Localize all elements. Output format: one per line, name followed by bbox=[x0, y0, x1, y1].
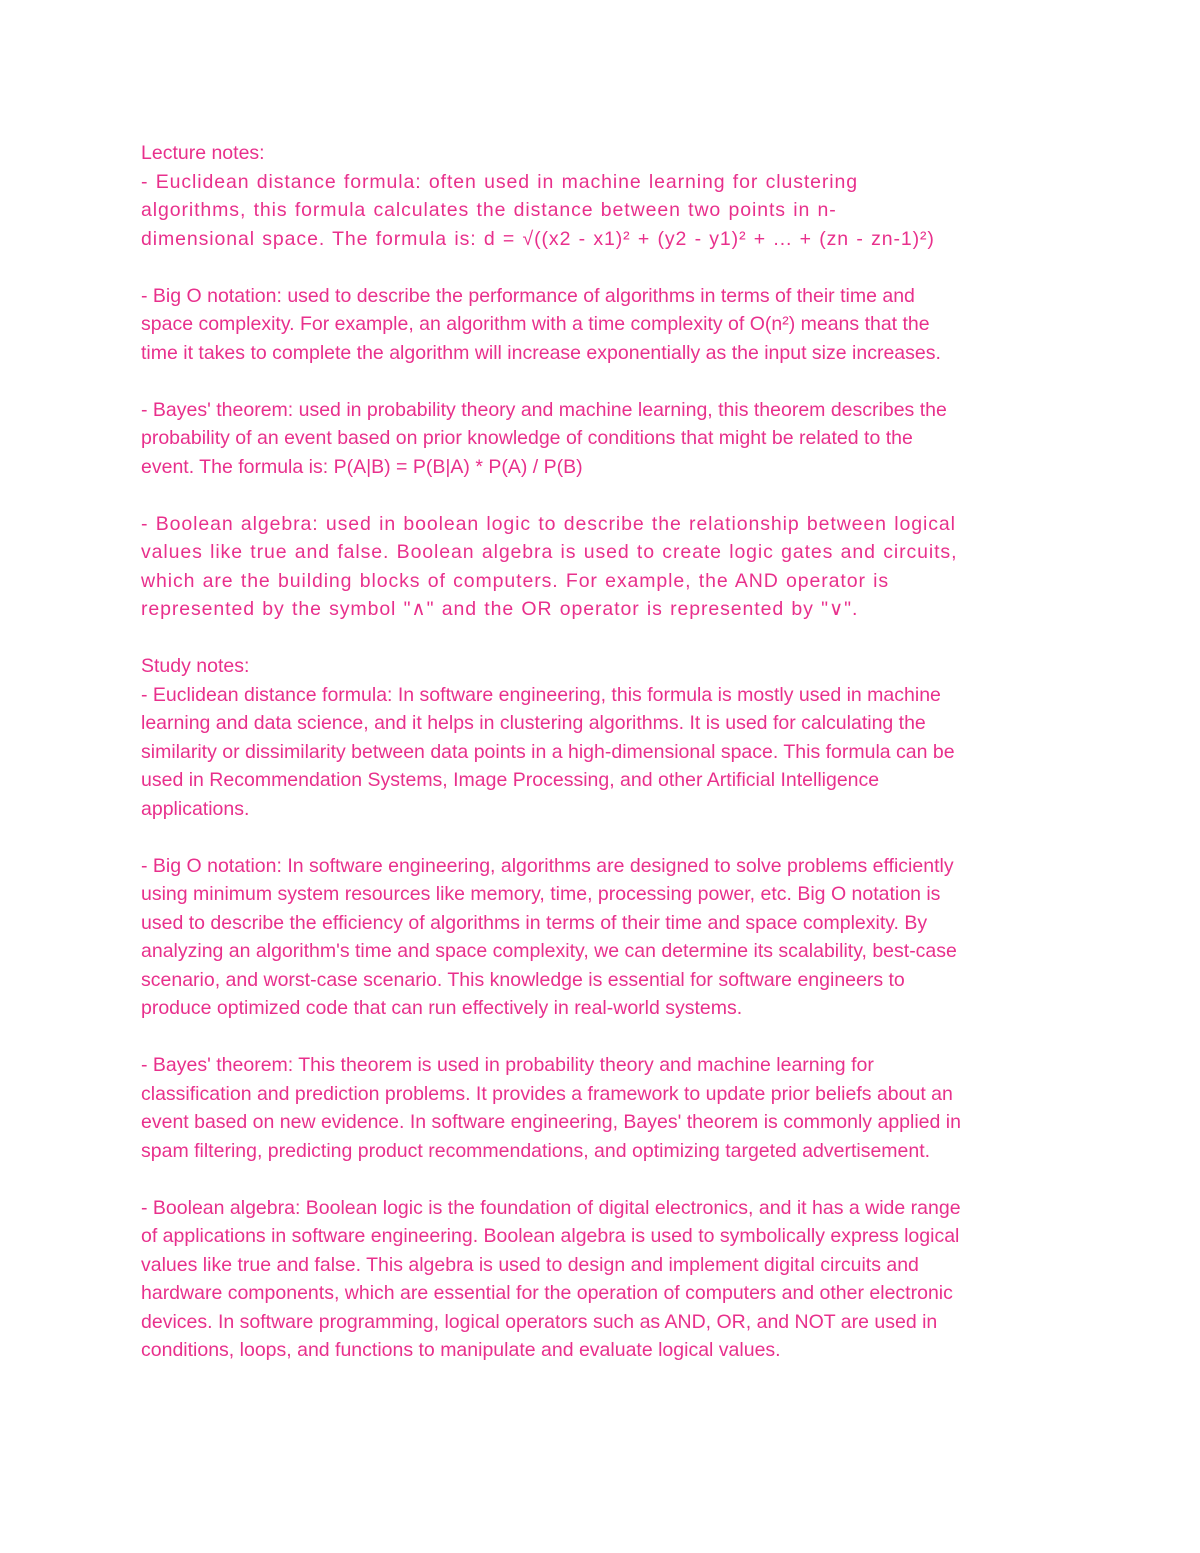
paragraph-spacer bbox=[141, 253, 1071, 282]
paragraph-line: values like true and false. This algebra is used to design and implement digital circuits and bbox=[141, 1253, 919, 1276]
paragraph-spacer bbox=[141, 367, 1071, 396]
paragraph-line: - Bayes' theorem: used in probability theory and machine learning, this theorem describes the bbox=[141, 398, 947, 421]
paragraph-line: analyzing an algorithm's time and space complexity, we can determine its scalability, best-case bbox=[141, 940, 957, 962]
paragraph-line: algorithms, this formula calculates the distance between two points in n- bbox=[141, 199, 837, 221]
paragraph-line: of applications in software engineering. Boolean algebra is used to symbolically express logical bbox=[141, 1225, 960, 1247]
paragraph-line: conditions, loops, and functions to manipulate and evaluate logical values. bbox=[141, 1339, 781, 1361]
lecture-euclidean-paragraph bbox=[141, 168, 1071, 254]
paragraph-line: probability of an event based on prior knowledge of conditions that might be related to the bbox=[141, 427, 913, 449]
paragraph-line: using minimum system resources like memory, time, processing power, etc. Big O notation is bbox=[141, 883, 941, 905]
paragraph-spacer bbox=[141, 1165, 1071, 1194]
paragraph-line: classification and prediction problems. It provides a framework to update prior beliefs about an bbox=[141, 1082, 953, 1105]
paragraph-line: - Big O notation: used to describe the performance of algorithms in terms of their time and bbox=[141, 284, 915, 307]
paragraph-line: - Euclidean distance formula: often used in machine learning for clustering bbox=[141, 170, 859, 193]
paragraph-line: which are the building blocks of computers. For example, the AND operator is bbox=[141, 569, 890, 592]
study-boolean-paragraph bbox=[141, 1194, 1071, 1365]
paragraph-line: values like true and false. Boolean algebra is used to create logic gates and circuits, bbox=[141, 541, 958, 563]
paragraph-line: used to describe the efficiency of algorithms in terms of their time and space complexity. By bbox=[141, 911, 928, 934]
paragraph-spacer bbox=[141, 1023, 1071, 1052]
paragraph-line: time it takes to complete the algorithm will increase exponentially as the input size increases. bbox=[141, 341, 941, 364]
lecture-bayes-paragraph bbox=[141, 396, 1071, 482]
paragraph-spacer bbox=[141, 823, 1071, 852]
paragraph-line: - Bayes' theorem: This theorem is used in probability theory and machine learning for bbox=[141, 1054, 874, 1076]
paragraph-line: used in Recommendation Systems, Image Processing, and other Artificial Intelligence bbox=[141, 769, 880, 791]
paragraph-line: event based on new evidence. In software engineering, Bayes' theorem is commonly applied in bbox=[141, 1111, 961, 1133]
study-bayes-paragraph bbox=[141, 1051, 1071, 1165]
paragraph-line: dimensional space. The formula is: d = √((x2 - x1)² + (y2 - y1)² + ... + (zn - zn-1)²) bbox=[141, 227, 935, 250]
paragraph-line: - Euclidean distance formula: In software engineering, this formula is mostly used in machine bbox=[141, 683, 941, 706]
document-body bbox=[141, 139, 1071, 1365]
study-big-o-paragraph bbox=[141, 852, 1071, 1023]
paragraph-line: space complexity. For example, an algorithm with a time complexity of O(n²) means that the bbox=[141, 313, 930, 335]
paragraph-line: - Big O notation: In software engineering, algorithms are designed to solve problems efficiently bbox=[141, 854, 954, 877]
paragraph-spacer bbox=[141, 481, 1071, 510]
paragraph-line: devices. In software programming, logical operators such as AND, OR, and NOT are used in bbox=[141, 1310, 938, 1333]
paragraph-line: represented by the symbol "∧" and the OR operator is represented by "∨". bbox=[141, 598, 859, 620]
paragraph-line: applications. bbox=[141, 797, 250, 820]
paragraph-line: event. The formula is: P(A|B) = P(B|A) * P(A) / P(B) bbox=[141, 455, 583, 478]
paragraph-line: learning and data science, and it helps in clustering algorithms. It is used for calculating the bbox=[141, 712, 926, 734]
paragraph-spacer bbox=[141, 624, 1071, 653]
paragraph-line: - Boolean algebra: Boolean logic is the foundation of digital electronics, and it has a wide range bbox=[141, 1196, 961, 1219]
lecture-big-o-paragraph bbox=[141, 282, 1071, 368]
study-euclidean-paragraph bbox=[141, 681, 1071, 824]
paragraph-line: produce optimized code that can run effectively in real-world systems. bbox=[141, 997, 743, 1019]
lecture-boolean-paragraph bbox=[141, 510, 1071, 624]
paragraph-line: - Boolean algebra: used in boolean logic to describe the relationship between logical bbox=[141, 512, 956, 535]
lecture-notes-heading: Lecture notes: bbox=[141, 142, 265, 164]
paragraph-line: hardware components, which are essential for the operation of computers and other electronic bbox=[141, 1282, 953, 1304]
paragraph-line: similarity or dissimilarity between data points in a high-dimensional space. This formula can be bbox=[141, 740, 955, 763]
paragraph-line: scenario, and worst-case scenario. This knowledge is essential for software engineers to bbox=[141, 968, 905, 991]
paragraph-line: spam filtering, predicting product recommendations, and optimizing targeted advertisement. bbox=[141, 1139, 931, 1162]
study-notes-heading: Study notes: bbox=[141, 655, 250, 677]
